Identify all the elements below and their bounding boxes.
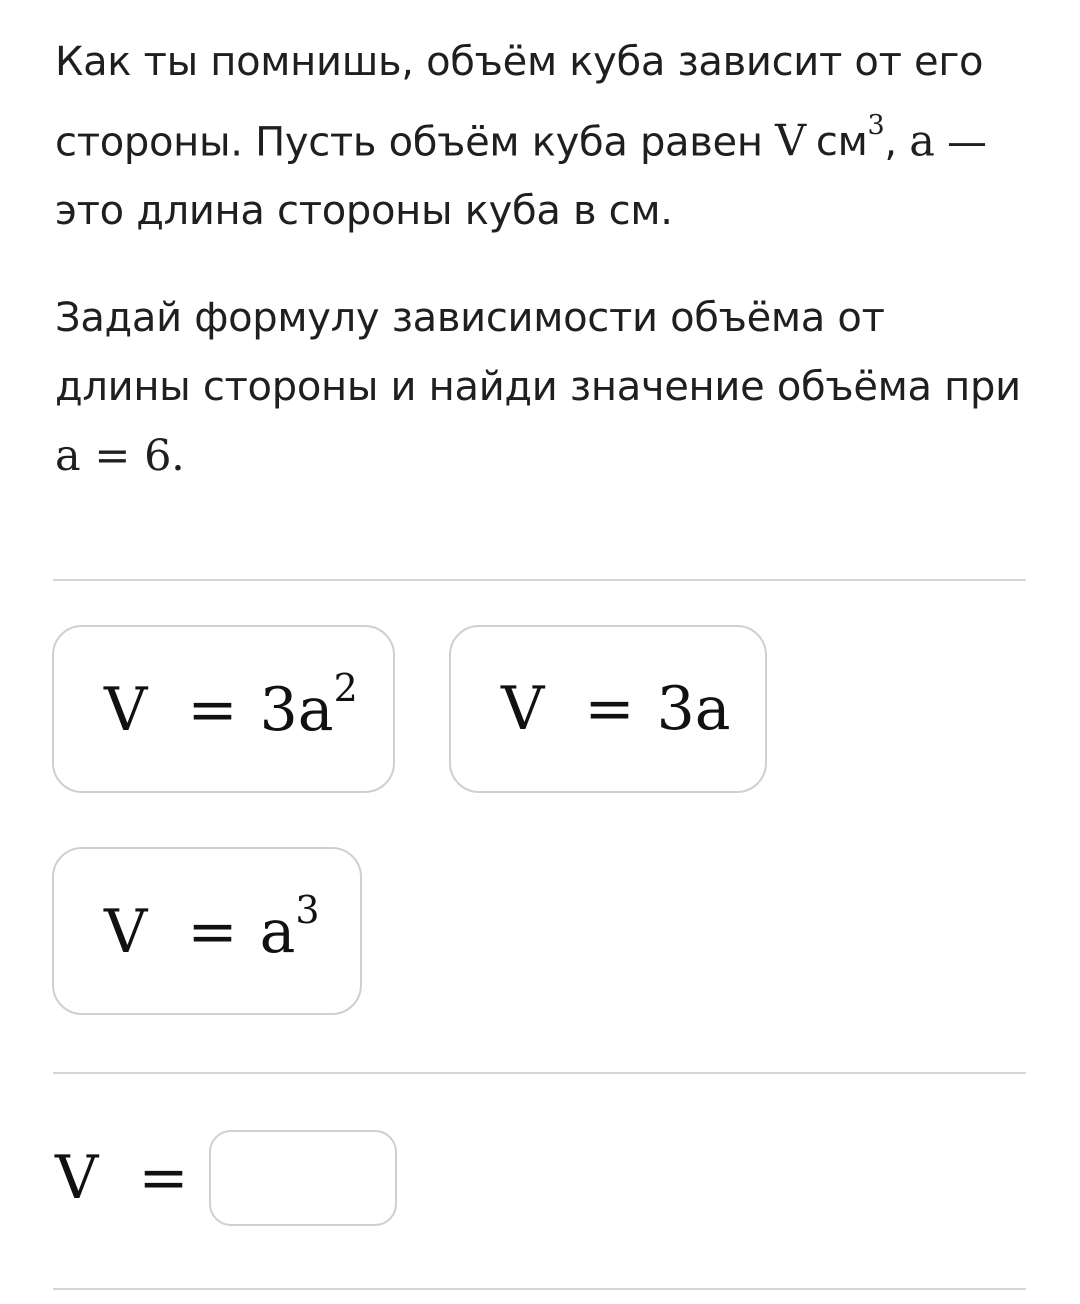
task-line-2: длины стороны и найди значение объёма при [55,364,1021,410]
answer-lhs: V [55,1143,99,1213]
option-formula-2[interactable] [449,625,767,793]
divider-top [53,579,1026,581]
unit-cm: см [815,119,868,166]
option-1-formula [104,665,358,745]
cond-value: 6 [144,431,172,481]
comma: , [884,119,897,166]
task-line-1: Задай формулу зависимости объёма от [55,295,885,341]
task-text [55,284,1045,491]
option-1-eq: = [187,674,238,745]
divider-middle [53,1072,1026,1074]
answer-eq: = [138,1143,189,1213]
option-1-lhs: V [104,674,148,745]
question-text [55,28,1045,246]
option-2-eq: = [584,674,635,744]
option-3-lhs: V [104,896,148,967]
option-2-formula [501,674,731,744]
option-2-lhs: V [501,674,545,744]
option-formula-3[interactable] [52,847,362,1015]
unit-power: 3 [867,110,885,141]
question-line-1: Как ты помнишь, объём куба зависит от его [55,39,984,85]
option-3-formula [104,887,320,967]
option-1-rhs: 3a [259,674,334,745]
question-line-2 [55,97,1045,177]
option-1-power: 2 [333,665,358,710]
cond-var: a [55,431,81,481]
option-3-eq: = [187,896,238,967]
divider-bottom [53,1288,1026,1290]
question-line-3: это длина стороны куба в см. [55,188,673,235]
option-3-rhs: a [259,896,296,967]
dash: — [946,119,987,166]
math-a: a [909,116,935,167]
option-formula-1[interactable] [52,625,395,793]
cond-end: . [171,431,185,481]
math-v: V [775,116,806,167]
answer-row [55,1128,397,1228]
answer-label [55,1143,207,1213]
answer-input[interactable] [209,1130,397,1226]
option-2-rhs: 3a [656,674,731,744]
math-volume-unit [775,110,885,167]
option-3-power: 3 [295,887,320,932]
task-condition [55,422,1045,491]
cond-eq: = [94,431,131,481]
question-line-2-text: стороны. Пусть объём куба равен [55,119,763,166]
